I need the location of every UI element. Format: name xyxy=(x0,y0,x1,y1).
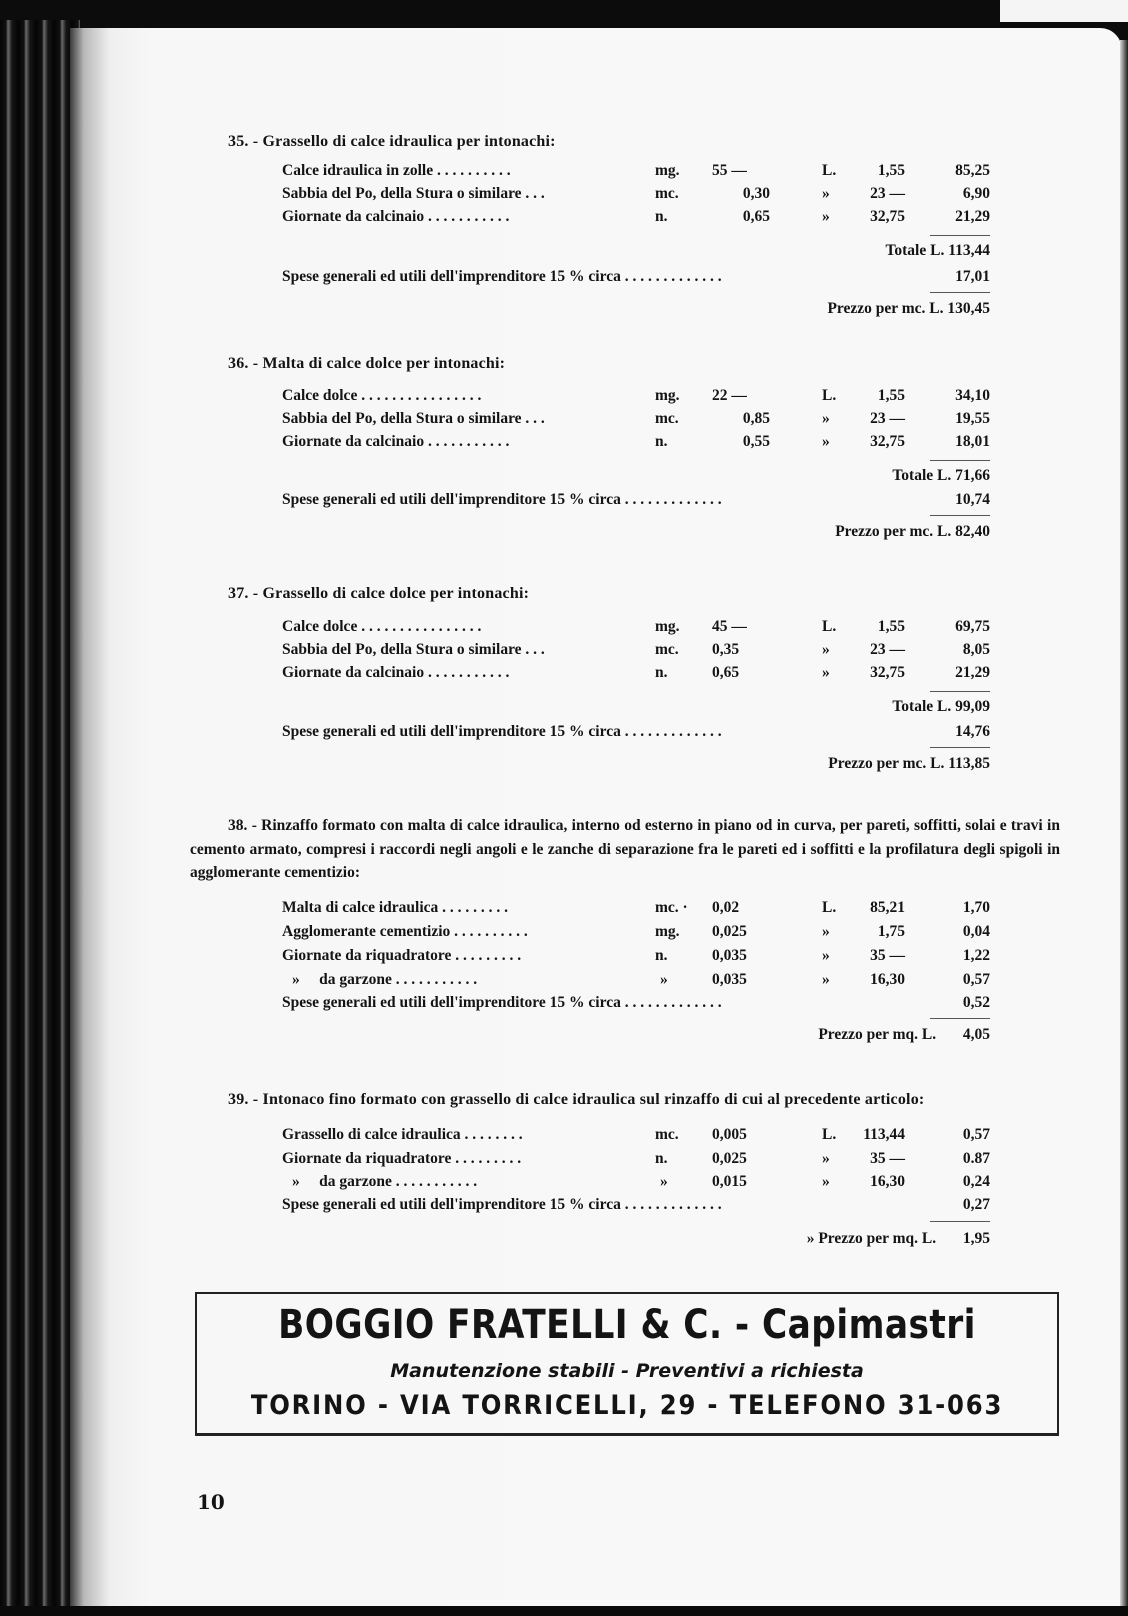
item-unit: mc. · xyxy=(655,899,688,916)
unit-price: 1,55 xyxy=(877,387,905,404)
sum-rule xyxy=(930,460,990,461)
item-quantity: 0,02 xyxy=(712,899,740,916)
price-prefix: » xyxy=(822,971,830,988)
item-unit: n. xyxy=(655,433,668,450)
item-description: Giornate da calcinaio . . . . . . . . . . . xyxy=(282,208,510,225)
price-value: 130,45 xyxy=(947,300,990,317)
price-prefix: » xyxy=(822,410,830,427)
unit-price: 35 — xyxy=(870,1150,905,1167)
overhead-value: 17,01 xyxy=(955,268,990,285)
unit-price: 1,55 xyxy=(877,618,905,635)
sum-rule xyxy=(930,515,990,516)
price-line xyxy=(818,1026,990,1044)
item-quantity: 0,65 xyxy=(712,664,740,681)
item-quantity: 0,35 xyxy=(712,641,740,658)
unit-price: 35 — xyxy=(870,947,905,964)
price-prefix: » xyxy=(822,1150,830,1167)
item-amount: 21,29 xyxy=(955,664,990,681)
item-description: Malta di calce idraulica . . . . . . . . . xyxy=(282,899,509,916)
item-description: Calce idraulica in zolle . . . . . . . . . . xyxy=(282,162,511,179)
item-unit: » xyxy=(660,1173,668,1190)
item-amount: 0,24 xyxy=(962,1173,990,1190)
item-unit: mg. xyxy=(655,162,680,179)
price-prefix: » xyxy=(822,664,830,681)
page-edge-bottom xyxy=(0,1606,1128,1616)
unit-price: 16,30 xyxy=(870,1173,905,1190)
price-label: » Prezzo per mq. L. xyxy=(806,1230,937,1247)
sum-rule xyxy=(930,292,990,293)
unit-price: 16,30 xyxy=(870,971,905,988)
price-label: Prezzo per mc. L. xyxy=(835,523,952,540)
item-quantity: 0,85 xyxy=(742,410,770,427)
overhead-value: 14,76 xyxy=(955,723,990,740)
page-number: 10 xyxy=(197,1490,225,1514)
price-prefix: » xyxy=(822,185,830,202)
item-quantity: 0,035 xyxy=(712,947,747,964)
section-title: 39. - Intonaco fino formato con grassello di calce idraulica sul rinzaffo di cui al precedente articolo: xyxy=(228,1091,925,1108)
item-unit: mg. xyxy=(655,923,680,940)
overhead-label: Spese generali ed utili dell'imprenditore 15 % circa . . . . . . . . . . . . . xyxy=(282,994,722,1011)
price-prefix: » xyxy=(822,1173,830,1190)
price-label: Prezzo per mq. L. xyxy=(818,1026,937,1043)
unit-price: 113,44 xyxy=(863,1126,905,1143)
price-line xyxy=(828,755,990,773)
unit-price: 32,75 xyxy=(870,664,905,681)
item-unit: n. xyxy=(655,1150,668,1167)
item-amount: 0.87 xyxy=(962,1150,990,1167)
item-amount: 8,05 xyxy=(962,641,990,658)
unit-price: 32,75 xyxy=(870,208,905,225)
price-label: Prezzo per mc. L. xyxy=(828,755,945,772)
sum-rule xyxy=(930,1018,990,1019)
item-quantity: 0,015 xyxy=(712,1173,747,1190)
item-description: » da garzone . . . . . . . . . . . xyxy=(292,1173,478,1190)
item-quantity: 22 — xyxy=(712,387,747,404)
unit-price: 23 — xyxy=(870,641,905,658)
price-prefix: L. xyxy=(822,899,837,916)
overhead-value: 0,27 xyxy=(962,1196,990,1213)
page-edge-right xyxy=(1120,40,1128,1616)
item-quantity: 0,025 xyxy=(712,923,747,940)
item-quantity: 0,025 xyxy=(712,1150,747,1167)
book-binding-shadow xyxy=(0,20,80,1616)
item-amount: 0,57 xyxy=(962,971,990,988)
price-prefix: L. xyxy=(822,618,837,635)
price-prefix: » xyxy=(822,433,830,450)
item-description: Giornate da riquadratore . . . . . . . . . xyxy=(282,947,522,964)
overhead-label: Spese generali ed utili dell'imprenditore 15 % circa . . . . . . . . . . . . . xyxy=(282,491,722,508)
item-description: Sabbia del Po, della Stura o similare . . . xyxy=(282,641,545,658)
price-value: 1,95 xyxy=(962,1230,990,1247)
ad-company-name: BOGGIO FRATELLI & C. - Capimastri xyxy=(278,1302,976,1348)
price-label: Prezzo per mc. L. xyxy=(827,300,944,317)
item-unit: n. xyxy=(655,664,668,681)
sum-rule xyxy=(930,747,990,748)
item-quantity: 55 — xyxy=(712,162,747,179)
item-description: Calce dolce . . . . . . . . . . . . . . . . xyxy=(282,618,482,635)
price-value: 113,85 xyxy=(948,755,990,772)
overhead-value: 0,52 xyxy=(962,994,990,1011)
item-amount: 0,04 xyxy=(962,923,990,940)
unit-price: 32,75 xyxy=(870,433,905,450)
section-title: 36. - Malta di calce dolce per intonachi: xyxy=(228,355,506,372)
price-value: 82,40 xyxy=(955,523,990,540)
item-amount: 6,90 xyxy=(962,185,990,202)
item-amount: 21,29 xyxy=(955,208,990,225)
price-line xyxy=(807,1230,990,1248)
item-quantity: 0,65 xyxy=(742,208,770,225)
price-prefix: L. xyxy=(822,162,837,179)
section-title: 38. - Rinzaffo formato con malta di calce idraulica, interno od esterno in piano od in curva, per pareti, soffitti, solai e travi in cemento armato, compresi i raccordi negli angoli e le zanche di separazione fra le pareti ed i soffitti e la profilatura degli spigoli in agglomerante cementizio: xyxy=(190,817,1060,881)
price-prefix: L. xyxy=(822,387,837,404)
item-quantity: 0,035 xyxy=(712,971,747,988)
overhead-label: Spese generali ed utili dell'imprenditore 15 % circa . . . . . . . . . . . . . xyxy=(282,1196,722,1213)
total-line xyxy=(892,467,990,485)
item-description: Sabbia del Po, della Stura o similare . . . xyxy=(282,185,545,202)
item-amount: 18,01 xyxy=(955,433,990,450)
item-amount: 19,55 xyxy=(955,410,990,427)
scan-edge xyxy=(1000,0,1128,22)
item-quantity: 0,30 xyxy=(742,185,770,202)
overhead-value: 10,74 xyxy=(955,491,990,508)
price-value: 4,05 xyxy=(962,1026,990,1043)
sum-rule xyxy=(930,235,990,236)
price-prefix: L. xyxy=(822,1126,837,1143)
price-prefix: » xyxy=(822,641,830,658)
item-unit: mc. xyxy=(655,185,679,202)
item-description: Giornate da calcinaio . . . . . . . . . . . xyxy=(282,433,510,450)
item-unit: n. xyxy=(655,947,668,964)
item-description: » da garzone . . . . . . . . . . . xyxy=(292,971,478,988)
price-prefix: » xyxy=(822,947,830,964)
item-unit: » xyxy=(660,971,668,988)
total-label: Totale L. xyxy=(885,242,945,259)
item-quantity: 0,005 xyxy=(712,1126,747,1143)
total-line xyxy=(892,698,990,716)
item-description: Calce dolce . . . . . . . . . . . . . . . . xyxy=(282,387,482,404)
item-amount: 1,70 xyxy=(962,899,990,916)
item-description: Agglomerante cementizio . . . . . . . . . . xyxy=(282,923,528,940)
total-value: 113,44 xyxy=(948,242,990,259)
item-unit: n. xyxy=(655,208,668,225)
unit-price: 23 — xyxy=(870,185,905,202)
item-unit: mg. xyxy=(655,618,680,635)
price-line xyxy=(835,523,990,541)
ad-tagline: Manutenzione stabili - Preventivi a richiesta xyxy=(390,1360,864,1382)
sum-rule xyxy=(930,1221,990,1222)
item-unit: mg. xyxy=(655,387,680,404)
unit-price: 1,75 xyxy=(877,923,905,940)
item-unit: mc. xyxy=(655,1126,679,1143)
item-amount: 69,75 xyxy=(955,618,990,635)
total-value: 99,09 xyxy=(955,698,990,715)
total-value: 71,66 xyxy=(955,467,990,484)
item-amount: 34,10 xyxy=(955,387,990,404)
section-title: 35. - Grassello di calce idraulica per intonachi: xyxy=(228,133,556,150)
item-amount: 1,22 xyxy=(962,947,990,964)
item-unit: mc. xyxy=(655,641,679,658)
total-label: Totale L. xyxy=(892,467,952,484)
ad-address: TORINO - VIA TORRICELLI, 29 - TELEFONO 31-063 xyxy=(250,1390,1004,1421)
price-line xyxy=(827,300,990,318)
total-label: Totale L. xyxy=(892,698,952,715)
item-amount: 0,57 xyxy=(962,1126,990,1143)
overhead-label: Spese generali ed utili dell'imprenditore 15 % circa . . . . . . . . . . . . . xyxy=(282,723,722,740)
item-description: Grassello di calce idraulica . . . . . . . . xyxy=(282,1126,523,1143)
item-description: Giornate da riquadratore . . . . . . . . . xyxy=(282,1150,522,1167)
unit-price: 1,55 xyxy=(877,162,905,179)
sum-rule xyxy=(930,691,990,692)
price-prefix: » xyxy=(822,923,830,940)
item-quantity: 45 — xyxy=(712,618,747,635)
item-amount: 85,25 xyxy=(955,162,990,179)
section-title: 37. - Grassello di calce dolce per intonachi: xyxy=(228,585,530,602)
price-prefix: » xyxy=(822,208,830,225)
total-line xyxy=(885,242,990,260)
overhead-label: Spese generali ed utili dell'imprenditore 15 % circa . . . . . . . . . . . . . xyxy=(282,268,722,285)
item-description: Sabbia del Po, della Stura o similare . . . xyxy=(282,410,545,427)
advertisement-box xyxy=(195,1292,1059,1436)
unit-price: 85,21 xyxy=(870,899,905,916)
item-unit: mc. xyxy=(655,410,679,427)
item-quantity: 0,55 xyxy=(742,433,770,450)
unit-price: 23 — xyxy=(870,410,905,427)
item-description: Giornate da calcinaio . . . . . . . . . . . xyxy=(282,664,510,681)
